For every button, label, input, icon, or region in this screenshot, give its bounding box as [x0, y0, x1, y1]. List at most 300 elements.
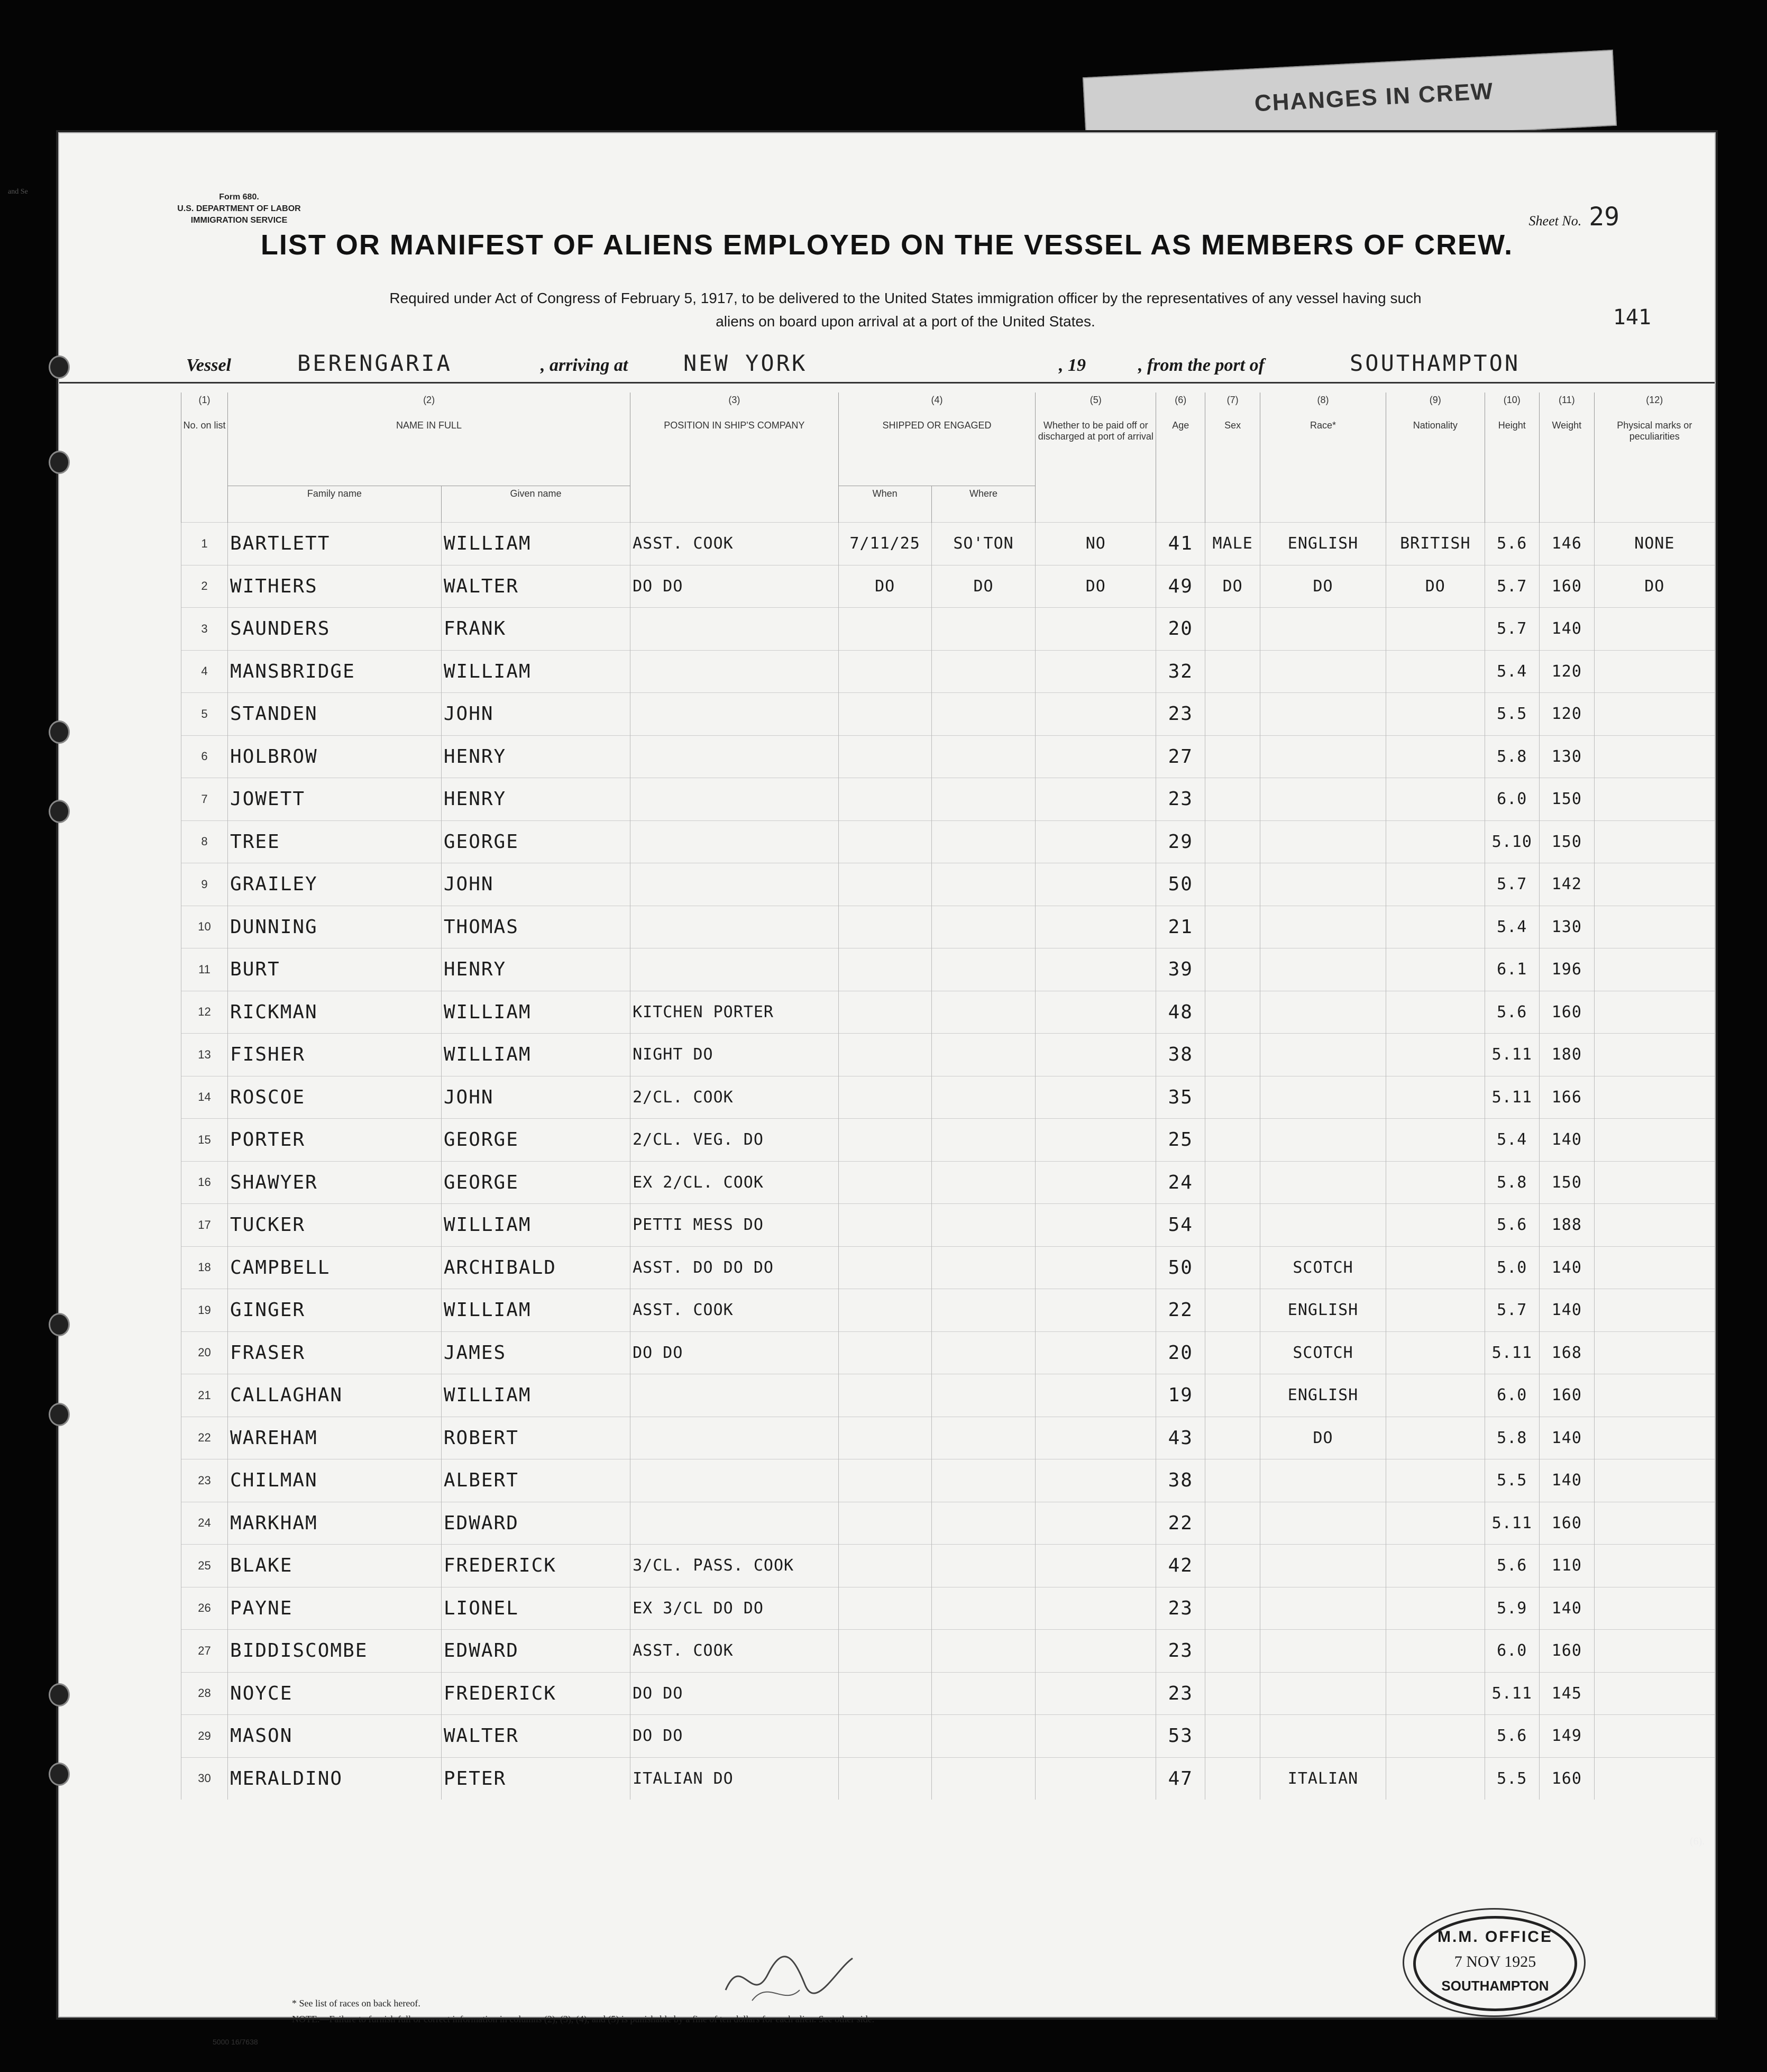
cell-paid: [1036, 1246, 1156, 1289]
cell-race: ENGLISH: [1260, 1289, 1386, 1332]
cell-height: 5.8: [1485, 735, 1540, 778]
cell-height: 5.7: [1485, 1289, 1540, 1332]
table-row: [181, 1119, 1715, 1162]
cell-nationality: [1386, 1545, 1485, 1587]
table-row: [181, 1459, 1715, 1502]
cell-family: RICKMAN: [228, 991, 442, 1034]
cell-sex: [1205, 1034, 1260, 1076]
cell-position: [630, 1417, 839, 1459]
cell-when: [838, 1289, 931, 1332]
cell-sex: [1205, 1374, 1260, 1417]
cell-sex: [1205, 1204, 1260, 1247]
cell-family: GINGER: [228, 1289, 442, 1332]
table-row: [181, 1374, 1715, 1417]
cell-given: LIONEL: [441, 1587, 630, 1630]
cell-age: 23: [1156, 1630, 1205, 1673]
cell-race: DO: [1260, 1417, 1386, 1459]
cell-when: [838, 1502, 931, 1545]
cell-family: CALLAGHAN: [228, 1374, 442, 1417]
cell-family: STANDEN: [228, 693, 442, 736]
cell-where: [931, 1587, 1036, 1630]
cell-race: [1260, 1161, 1386, 1204]
cell-paid: [1036, 778, 1156, 821]
cell-when: [838, 1545, 931, 1587]
cell-given: GEORGE: [441, 1161, 630, 1204]
punch-hole: [49, 800, 70, 823]
table-row: [181, 906, 1715, 948]
cell-age: 38: [1156, 1459, 1205, 1502]
footnotes: [292, 1995, 874, 2027]
cell-sex: [1205, 1672, 1260, 1715]
cell-paid: [1036, 693, 1156, 736]
cell-no: 7: [181, 778, 228, 821]
cell-sex: [1205, 1545, 1260, 1587]
cell-marks: [1594, 1587, 1715, 1630]
stamp-date: 7 NOV 1925: [1454, 1953, 1536, 1970]
cell-sex: [1205, 1289, 1260, 1332]
cell-family: BIDDISCOMBE: [228, 1630, 442, 1673]
cell-where: [931, 778, 1036, 821]
cell-when: [838, 650, 931, 693]
cell-position: ASST. DO DO DO: [630, 1246, 839, 1289]
cell-race: [1260, 906, 1386, 948]
cell-sex: DO: [1205, 565, 1260, 608]
table-row: [181, 1672, 1715, 1715]
cell-weight: 160: [1540, 565, 1595, 608]
cell-paid: [1036, 735, 1156, 778]
cell-age: 47: [1156, 1757, 1205, 1800]
cell-marks: [1594, 1161, 1715, 1204]
cell-when: [838, 820, 931, 863]
cell-age: 23: [1156, 1587, 1205, 1630]
cell-height: 5.11: [1485, 1076, 1540, 1119]
cell-when: [838, 1587, 931, 1630]
cell-paid: [1036, 1119, 1156, 1162]
cell-marks: [1594, 735, 1715, 778]
cell-no: 6: [181, 735, 228, 778]
cell-paid: [1036, 820, 1156, 863]
cell-paid: [1036, 906, 1156, 948]
cell-paid: [1036, 1715, 1156, 1758]
cell-when: [838, 1034, 931, 1076]
cell-paid: [1036, 1076, 1156, 1119]
cell-race: [1260, 1672, 1386, 1715]
cell-where: [931, 1119, 1036, 1162]
cell-paid: [1036, 1417, 1156, 1459]
cell-sex: [1205, 948, 1260, 991]
cell-marks: [1594, 1331, 1715, 1374]
cell-when: [838, 1331, 931, 1374]
cell-marks: [1594, 863, 1715, 906]
cell-position: [630, 735, 839, 778]
col-number: (7): [1205, 393, 1260, 418]
page-number: 141: [1613, 305, 1651, 330]
cell-family: GRAILEY: [228, 863, 442, 906]
cell-position: [630, 1459, 839, 1502]
cell-where: [931, 608, 1036, 651]
cell-height: 5.11: [1485, 1331, 1540, 1374]
table-row: [181, 1204, 1715, 1247]
cell-weight: 149: [1540, 1715, 1595, 1758]
cell-given: JOHN: [441, 693, 630, 736]
cell-age: 23: [1156, 1672, 1205, 1715]
cell-position: [630, 693, 839, 736]
cell-height: 5.6: [1485, 991, 1540, 1034]
cell-when: [838, 1204, 931, 1247]
office-stamp: [1413, 1916, 1577, 2011]
cell-position: [630, 1374, 839, 1417]
cell-paid: [1036, 863, 1156, 906]
cell-nationality: BRITISH: [1386, 523, 1485, 565]
cell-paid: [1036, 1331, 1156, 1374]
cell-family: MASON: [228, 1715, 442, 1758]
cell-height: 5.4: [1485, 906, 1540, 948]
cell-marks: [1594, 1204, 1715, 1247]
cell-nationality: [1386, 693, 1485, 736]
cell-sex: [1205, 991, 1260, 1034]
table-row: [181, 1545, 1715, 1587]
cell-age: 53: [1156, 1715, 1205, 1758]
column-header-row: [181, 418, 1715, 486]
stamp-office: M.M. OFFICE: [1438, 1928, 1553, 1946]
service-name: IMMIGRATION SERVICE: [190, 216, 288, 225]
vessel-line: [59, 350, 1715, 384]
cell-race: [1260, 1502, 1386, 1545]
cell-no: 30: [181, 1757, 228, 1800]
cell-race: [1260, 1545, 1386, 1587]
cell-weight: 140: [1540, 1459, 1595, 1502]
cell-height: 5.11: [1485, 1502, 1540, 1545]
cell-race: ITALIAN: [1260, 1757, 1386, 1800]
cell-given: WILLIAM: [441, 991, 630, 1034]
cell-weight: 166: [1540, 1076, 1595, 1119]
cell-when: 7/11/25: [838, 523, 931, 565]
cell-where: [931, 820, 1036, 863]
cell-age: 42: [1156, 1545, 1205, 1587]
cell-height: 5.10: [1485, 820, 1540, 863]
cell-nationality: [1386, 1672, 1485, 1715]
table-row: [181, 1289, 1715, 1332]
cell-paid: [1036, 1161, 1156, 1204]
cell-height: 5.5: [1485, 693, 1540, 736]
cell-marks: [1594, 1502, 1715, 1545]
cell-when: [838, 778, 931, 821]
requirement-line-2: aliens on board upon arrival at a port of the United States.: [716, 313, 1095, 330]
cell-where: [931, 735, 1036, 778]
cell-marks: [1594, 1289, 1715, 1332]
cell-no: 29: [181, 1715, 228, 1758]
cell-marks: [1594, 778, 1715, 821]
cell-race: [1260, 1204, 1386, 1247]
cell-given: WILLIAM: [441, 1289, 630, 1332]
cell-no: 27: [181, 1630, 228, 1673]
cell-family: PORTER: [228, 1119, 442, 1162]
cell-family: MARKHAM: [228, 1502, 442, 1545]
cell-weight: 140: [1540, 608, 1595, 651]
cell-no: 28: [181, 1672, 228, 1715]
cell-race: [1260, 735, 1386, 778]
cell-paid: [1036, 608, 1156, 651]
vessel-label: Vessel: [186, 355, 231, 375]
cell-height: 6.0: [1485, 778, 1540, 821]
cell-given: HENRY: [441, 735, 630, 778]
cell-family: MANSBRIDGE: [228, 650, 442, 693]
cell-position: DO DO: [630, 1715, 839, 1758]
cell-where: [931, 1630, 1036, 1673]
cell-marks: [1594, 1246, 1715, 1289]
cell-age: 22: [1156, 1289, 1205, 1332]
cell-no: 8: [181, 820, 228, 863]
header-race: Race*: [1260, 418, 1386, 523]
cell-where: [931, 1331, 1036, 1374]
cell-nationality: [1386, 1715, 1485, 1758]
cell-position: ASST. COOK: [630, 1630, 839, 1673]
punch-hole: [49, 720, 70, 744]
cell-age: 29: [1156, 820, 1205, 863]
cell-given: GEORGE: [441, 1119, 630, 1162]
cell-paid: [1036, 1374, 1156, 1417]
cell-where: [931, 1204, 1036, 1247]
cell-height: 5.7: [1485, 608, 1540, 651]
cell-given: EDWARD: [441, 1502, 630, 1545]
cell-family: FRASER: [228, 1331, 442, 1374]
cell-paid: [1036, 1630, 1156, 1673]
cell-when: [838, 1119, 931, 1162]
cell-sex: [1205, 1119, 1260, 1162]
cell-no: 18: [181, 1246, 228, 1289]
cell-weight: 150: [1540, 1161, 1595, 1204]
header-position: POSITION IN SHIP'S COMPANY: [630, 418, 839, 523]
table-row: [181, 1076, 1715, 1119]
table-row: [181, 991, 1715, 1034]
cell-race: [1260, 778, 1386, 821]
cell-no: 11: [181, 948, 228, 991]
cell-no: 10: [181, 906, 228, 948]
cell-weight: 160: [1540, 1757, 1595, 1800]
manifest-sheet: [58, 132, 1716, 2046]
cell-weight: 160: [1540, 1374, 1595, 1417]
cell-marks: DO: [1594, 565, 1715, 608]
cell-family: MERALDINO: [228, 1757, 442, 1800]
cell-given: WILLIAM: [441, 1034, 630, 1076]
cell-height: 5.6: [1485, 1715, 1540, 1758]
cell-where: [931, 693, 1036, 736]
cell-family: JOWETT: [228, 778, 442, 821]
cell-age: 21: [1156, 906, 1205, 948]
from-port-label: , from the port of: [1138, 355, 1265, 375]
cell-when: [838, 863, 931, 906]
cell-family: DUNNING: [228, 906, 442, 948]
cell-sex: [1205, 735, 1260, 778]
cell-height: 5.8: [1485, 1161, 1540, 1204]
cell-weight: 140: [1540, 1289, 1595, 1332]
table-row: [181, 1587, 1715, 1630]
stamp-port: SOUTHAMPTON: [1441, 1978, 1549, 1994]
cell-marks: [1594, 608, 1715, 651]
cell-no: 12: [181, 991, 228, 1034]
requirement-text: [218, 287, 1593, 333]
cell-when: [838, 1417, 931, 1459]
cell-family: HOLBROW: [228, 735, 442, 778]
cell-no: 25: [181, 1545, 228, 1587]
cell-nationality: [1386, 991, 1485, 1034]
col-number: (10): [1485, 393, 1540, 418]
cell-race: [1260, 863, 1386, 906]
cell-height: 5.6: [1485, 1545, 1540, 1587]
cell-weight: 145: [1540, 1672, 1595, 1715]
cell-weight: 142: [1540, 863, 1595, 906]
cell-family: BARTLETT: [228, 523, 442, 565]
cell-race: [1260, 948, 1386, 991]
cell-height: 5.6: [1485, 523, 1540, 565]
cell-when: DO: [838, 565, 931, 608]
cell-weight: 140: [1540, 1119, 1595, 1162]
punch-hole: [49, 1313, 70, 1336]
sheet-number-label: Sheet No.: [1528, 213, 1582, 229]
table-row: [181, 1757, 1715, 1800]
cell-age: 43: [1156, 1417, 1205, 1459]
sheet-number-value: 29: [1589, 202, 1619, 232]
edge-mark: (6).: [1690, 1836, 1705, 1847]
cell-age: 27: [1156, 735, 1205, 778]
print-code: 5000 16/7638: [213, 2038, 258, 2046]
cell-given: WILLIAM: [441, 1374, 630, 1417]
cell-height: 5.9: [1485, 1587, 1540, 1630]
cell-family: BURT: [228, 948, 442, 991]
cell-nationality: [1386, 948, 1485, 991]
cell-nationality: [1386, 1076, 1485, 1119]
header-physical-marks: Physical marks or peculiarities: [1594, 418, 1715, 523]
table-row: [181, 1630, 1715, 1673]
cell-nationality: [1386, 1374, 1485, 1417]
cell-where: [931, 991, 1036, 1034]
cell-sex: [1205, 1331, 1260, 1374]
cell-age: 20: [1156, 1331, 1205, 1374]
col-number: (3): [630, 393, 839, 418]
cell-given: WALTER: [441, 1715, 630, 1758]
cell-given: JOHN: [441, 1076, 630, 1119]
cell-height: 5.4: [1485, 1119, 1540, 1162]
department-name: U.S. DEPARTMENT OF LABOR: [177, 204, 301, 213]
cell-sex: [1205, 1630, 1260, 1673]
cell-when: [838, 1076, 931, 1119]
cell-given: FREDERICK: [441, 1672, 630, 1715]
cell-race: [1260, 1715, 1386, 1758]
cell-marks: [1594, 1630, 1715, 1673]
cell-race: [1260, 1034, 1386, 1076]
cell-when: [838, 991, 931, 1034]
col-number: (8): [1260, 393, 1386, 418]
cell-weight: 160: [1540, 1630, 1595, 1673]
cell-age: 35: [1156, 1076, 1205, 1119]
cell-sex: [1205, 1587, 1260, 1630]
cell-age: 38: [1156, 1034, 1205, 1076]
cell-position: [630, 608, 839, 651]
cell-when: [838, 1630, 931, 1673]
cell-age: 32: [1156, 650, 1205, 693]
cell-paid: [1036, 1545, 1156, 1587]
cell-where: [931, 1034, 1036, 1076]
footnote-penalty: NOTE.—Failure to furnish full or correct information in columns (2), (3), (4), and (5) is punishable by a fine of ten dollars for each alien. See other side.: [292, 2014, 875, 2024]
cell-nationality: [1386, 1331, 1485, 1374]
cell-where: [931, 1246, 1036, 1289]
cell-given: WILLIAM: [441, 650, 630, 693]
cell-sex: [1205, 1757, 1260, 1800]
cell-where: [931, 1289, 1036, 1332]
from-port: SOUTHAMPTON: [1350, 350, 1521, 376]
cell-where: SO'TON: [931, 523, 1036, 565]
header-height: Height: [1485, 418, 1540, 523]
cell-no: 15: [181, 1119, 228, 1162]
cell-when: [838, 1715, 931, 1758]
punch-hole: [49, 1403, 70, 1426]
cell-no: 9: [181, 863, 228, 906]
cell-nationality: [1386, 1246, 1485, 1289]
cell-weight: 160: [1540, 1502, 1595, 1545]
cell-sex: [1205, 1246, 1260, 1289]
cell-family: WAREHAM: [228, 1417, 442, 1459]
cell-marks: [1594, 693, 1715, 736]
cell-race: [1260, 1587, 1386, 1630]
cell-height: 6.0: [1485, 1374, 1540, 1417]
cell-paid: NO: [1036, 523, 1156, 565]
cell-age: 22: [1156, 1502, 1205, 1545]
header-given-name: Given name: [441, 486, 630, 523]
cell-where: [931, 1417, 1036, 1459]
cell-family: FISHER: [228, 1034, 442, 1076]
cell-paid: [1036, 1672, 1156, 1715]
cell-family: TUCKER: [228, 1204, 442, 1247]
cell-given: FREDERICK: [441, 1545, 630, 1587]
cell-where: [931, 1715, 1036, 1758]
table-row: [181, 1246, 1715, 1289]
cell-position: ASST. COOK: [630, 523, 839, 565]
cell-race: [1260, 1119, 1386, 1162]
cell-nationality: [1386, 1757, 1485, 1800]
cell-nationality: [1386, 1161, 1485, 1204]
cell-position: [630, 906, 839, 948]
table-row: [181, 650, 1715, 693]
cell-position: DO DO: [630, 1672, 839, 1715]
arriving-label: , arriving at: [541, 355, 628, 375]
cell-given: JAMES: [441, 1331, 630, 1374]
table-row: [181, 565, 1715, 608]
cell-when: [838, 1672, 931, 1715]
cell-position: DO DO: [630, 565, 839, 608]
column-number-row: [181, 393, 1715, 418]
header-age: Age: [1156, 418, 1205, 523]
cell-position: DO DO: [630, 1331, 839, 1374]
cell-where: [931, 650, 1036, 693]
arriving-port: NEW YORK: [683, 350, 808, 376]
cell-nationality: [1386, 906, 1485, 948]
cell-where: [931, 1502, 1036, 1545]
cell-race: [1260, 991, 1386, 1034]
col-number: (2): [228, 393, 630, 418]
page-title: LIST OR MANIFEST OF ALIENS EMPLOYED ON THE VESSEL AS MEMBERS OF CREW.: [260, 229, 1514, 261]
cell-given: WILLIAM: [441, 1204, 630, 1247]
cell-where: [931, 1374, 1036, 1417]
cell-no: 23: [181, 1459, 228, 1502]
col-number: (11): [1540, 393, 1595, 418]
cell-family: WITHERS: [228, 565, 442, 608]
cell-marks: [1594, 820, 1715, 863]
cell-weight: 146: [1540, 523, 1595, 565]
cell-position: [630, 650, 839, 693]
cell-age: 50: [1156, 1246, 1205, 1289]
table-row: [181, 523, 1715, 565]
cell-family: SAUNDERS: [228, 608, 442, 651]
